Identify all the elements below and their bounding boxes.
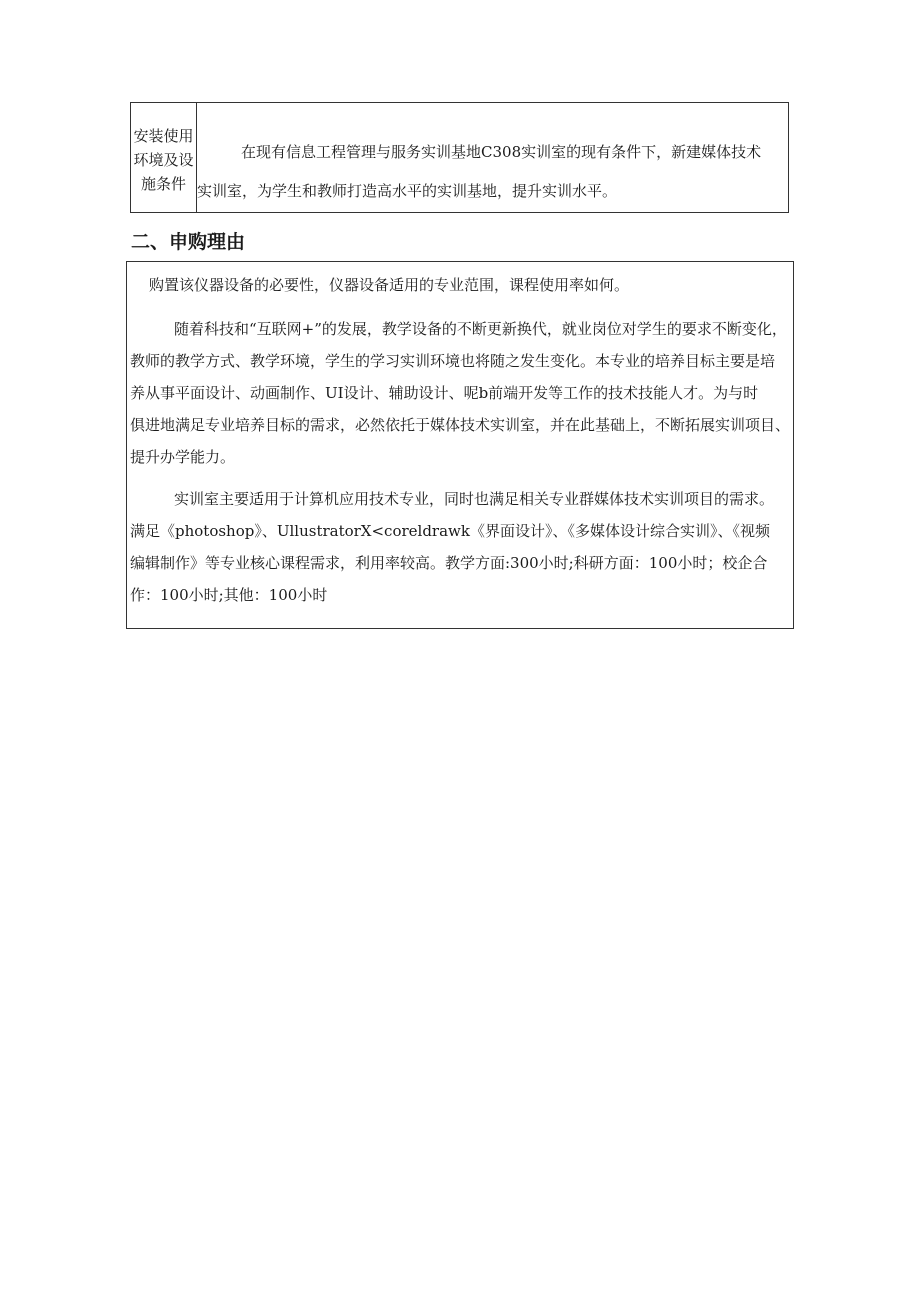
paragraph-line: 满足《photoshop》、UllustratorX<coreldrawk《界面设计》、《多媒体设计综合实训》、《视频 (130, 522, 770, 540)
paragraph-line: 作：100小时;其他：100小时 (130, 586, 328, 604)
section-heading-purchase-reason: 二、申购理由 (131, 231, 246, 253)
install-conditions-content (197, 103, 788, 212)
install-conditions-label (131, 103, 197, 212)
paragraph-line: 编辑制作》等专业核心课程需求，利用率较高。教学方面:300小时;科研方面：100小时；校企合 (130, 554, 768, 572)
install-conditions-table (130, 102, 789, 213)
paragraph-line: 教师的教学方式、教学环境，学生的学习实训环境也将随之发生变化。本专业的培养目标主要是培 (130, 352, 776, 370)
label-line: 环境及设 (133, 151, 194, 169)
paragraph-line: 提升办学能力。 (130, 448, 236, 466)
reason-prompt: 购置该仪器设备的必要性，仪器设备适用的专业范围，课程使用率如何。 (149, 276, 630, 294)
paragraph-line: 养从事平面设计、动画制作、UI设计、辅助设计、呢b前端开发等工作的技术技能人才。为与时 (130, 384, 759, 402)
label-line: 施条件 (140, 175, 186, 193)
paragraph-line: 俱进地满足专业培养目标的需求，必然依托于媒体技术实训室，并在此基础上，不断拓展实训项目、 (130, 416, 791, 434)
label-line: 安装使用 (133, 127, 194, 145)
paragraph-line: 实训室主要适用于计算机应用技术专业，同时也满足相关专业群媒体技术实训项目的需求。 (174, 490, 775, 508)
content-line: 在现有信息工程管理与服务实训基地C308实训室的现有条件下，新建媒体技术 (241, 143, 762, 161)
paragraph-line: 随着科技和“互联网+”的发展，教学设备的不断更新换代，就业岗位对学生的要求不断变化， (174, 320, 787, 338)
content-line: 实训室，为学生和教师打造高水平的实训基地，提升实训水平。 (197, 182, 618, 200)
purchase-reason-box (126, 261, 794, 629)
